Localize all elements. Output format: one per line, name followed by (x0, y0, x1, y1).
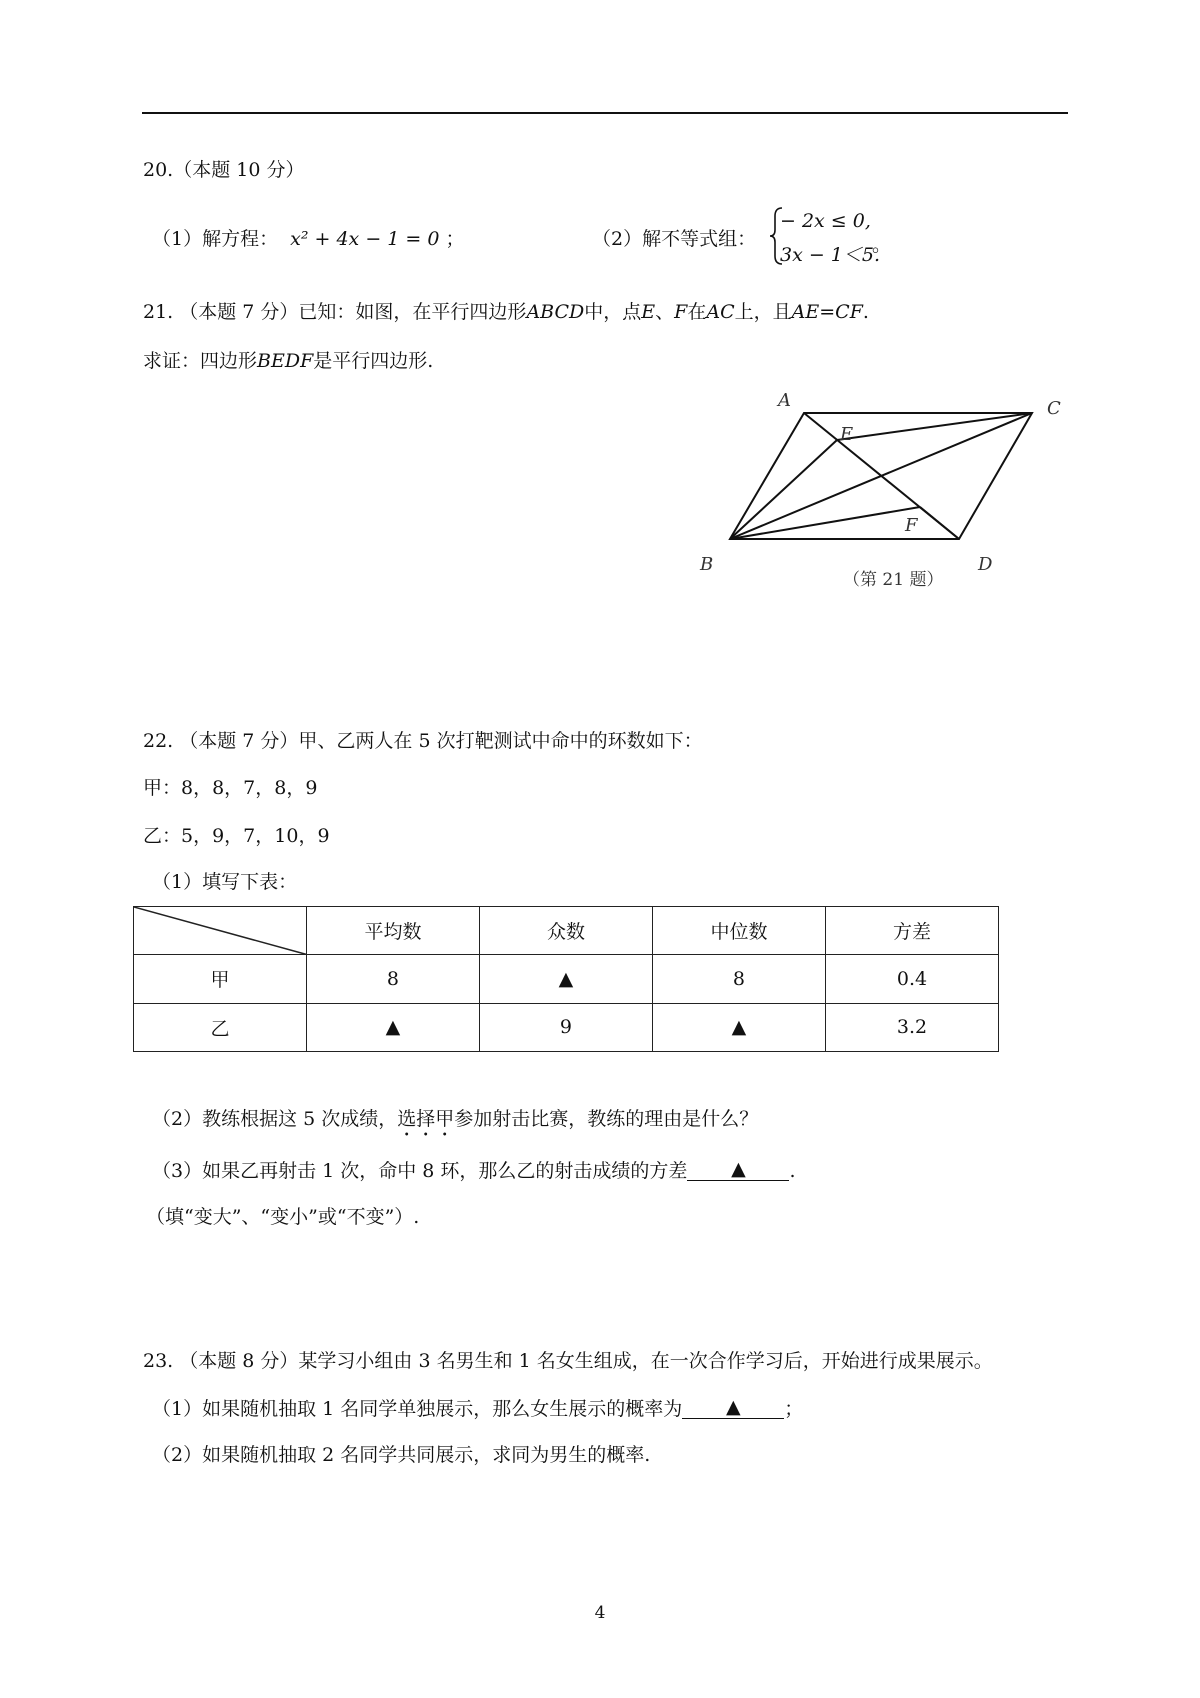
table-header: 方差 (825, 907, 998, 955)
q21-text-2: 中，点 (584, 301, 642, 323)
diagonal-line (134, 907, 306, 954)
q22-header: 22. （本题 7 分）甲、乙两人在 5 次打靶测试中命中的环数如下： (143, 730, 703, 752)
q23-part1-post: ； (784, 1398, 804, 1420)
q22-part1: （1）填写下表： (152, 871, 298, 893)
table-cell: 3.2 (825, 1003, 998, 1051)
q21-text-4: 上，且 (734, 301, 792, 323)
table-cell: ▲ (479, 955, 652, 1003)
header-rule (142, 112, 1068, 114)
q22-part3-post: . (789, 1160, 796, 1182)
q23-part1-pre: （1）如果随机抽取 1 名同学单独展示，那么女生展示的概率为 (152, 1398, 683, 1420)
q21-figure (690, 388, 1070, 598)
q22-part3-pre: （3）如果乙再射击 1 次，命中 8 环，那么乙的射击成绩的方差 (152, 1160, 688, 1182)
q20-part1-end: ； (445, 228, 465, 250)
q22-part3-blank: ▲ (687, 1160, 789, 1181)
q23-part1-blank: ▲ (682, 1398, 784, 1419)
q20-header: 20.（本题 10 分） (143, 159, 305, 181)
q21-point-f: F (674, 301, 688, 323)
q21-text-1: 21. （本题 7 分）已知：如图，在平行四边形 (143, 301, 527, 323)
q21-bedf: BEDF (257, 350, 314, 372)
q21-text-end: . (862, 301, 869, 323)
segment-ec (837, 413, 1032, 440)
q21-ac: AC (706, 301, 735, 323)
q20-part2-end: 。 (872, 234, 892, 256)
q20-inequality-2: 3x − 1＜5. (780, 244, 881, 266)
table-header-row (134, 907, 999, 955)
q22-yi-scores: 乙：5，9，7，10，9 (143, 825, 330, 847)
label-c: C (1047, 398, 1061, 419)
table-header: 平均数 (306, 907, 479, 955)
statistics-table (133, 906, 999, 1052)
q22-part2-pre: （2）教练根据这 5 次成绩， (152, 1108, 398, 1130)
parallelogram-diagram (690, 388, 1070, 598)
q22-part3-note: （填“变大”、“变小”或“不变”）. (146, 1206, 420, 1228)
table-cell: 8 (652, 955, 825, 1003)
segment-fd (920, 507, 959, 539)
table-cell: 0.4 (825, 955, 998, 1003)
q21-statement (143, 303, 869, 322)
q21-prove-pre: 求证：四边形 (143, 350, 258, 372)
q21-text-3: 在 (687, 301, 707, 323)
q23-header: 23. （本题 8 分）某学习小组由 3 名男生和 1 名女生组成，在一次合作学习后，开始进行成果展示。 (143, 1350, 993, 1372)
table-row (134, 955, 999, 1003)
diagonal-bc (730, 413, 1032, 539)
row-label: 甲 (134, 955, 307, 1003)
table-row (134, 1003, 999, 1051)
table-header: 众数 (479, 907, 652, 955)
table-cell: 9 (479, 1003, 652, 1051)
q20-inequality-1: − 2x ≤ 0, (780, 210, 871, 232)
q22-jia-scores: 甲：8，8，7，8，9 (143, 777, 318, 799)
table-cell: 8 (306, 955, 479, 1003)
q21-abcd: ABCD (526, 301, 585, 323)
q21-point-e: E (641, 301, 656, 323)
table-cell: ▲ (306, 1003, 479, 1051)
table-cell: ▲ (652, 1003, 825, 1051)
q22-part3 (152, 1160, 795, 1181)
q21-prove (143, 352, 433, 371)
page-number: 4 (594, 1603, 606, 1623)
q21-sep: 、 (655, 301, 675, 323)
label-e: E (840, 424, 854, 445)
label-a: A (778, 390, 791, 411)
table-corner-cell (134, 907, 307, 955)
figure-caption: （第 21 题） (843, 570, 944, 590)
q21-ae-cf: AE=CF (791, 301, 863, 323)
q20-part2-label: （2）解不等式组： (592, 228, 757, 250)
row-label: 乙 (134, 1003, 307, 1051)
label-f: F (905, 515, 918, 536)
q20-part1-label: （1）解方程： (152, 228, 279, 250)
q22-part2-post: 参加射击比赛，教练的理由是什么？ (454, 1108, 759, 1130)
label-d: D (978, 554, 993, 575)
table-header: 中位数 (652, 907, 825, 955)
label-b: B (700, 554, 714, 575)
q21-prove-post: 是平行四边形. (313, 350, 434, 372)
q22-part2 (152, 1108, 758, 1141)
q20-part1 (152, 230, 465, 249)
q22-part2-emphasis: 选择甲 (397, 1108, 455, 1130)
q20-equation: x² + 4x − 1 = 0 (290, 228, 440, 250)
q23-part2: （2）如果随机抽取 2 名同学共同展示，求同为男生的概率. (152, 1444, 651, 1466)
q23-part1 (152, 1398, 803, 1419)
